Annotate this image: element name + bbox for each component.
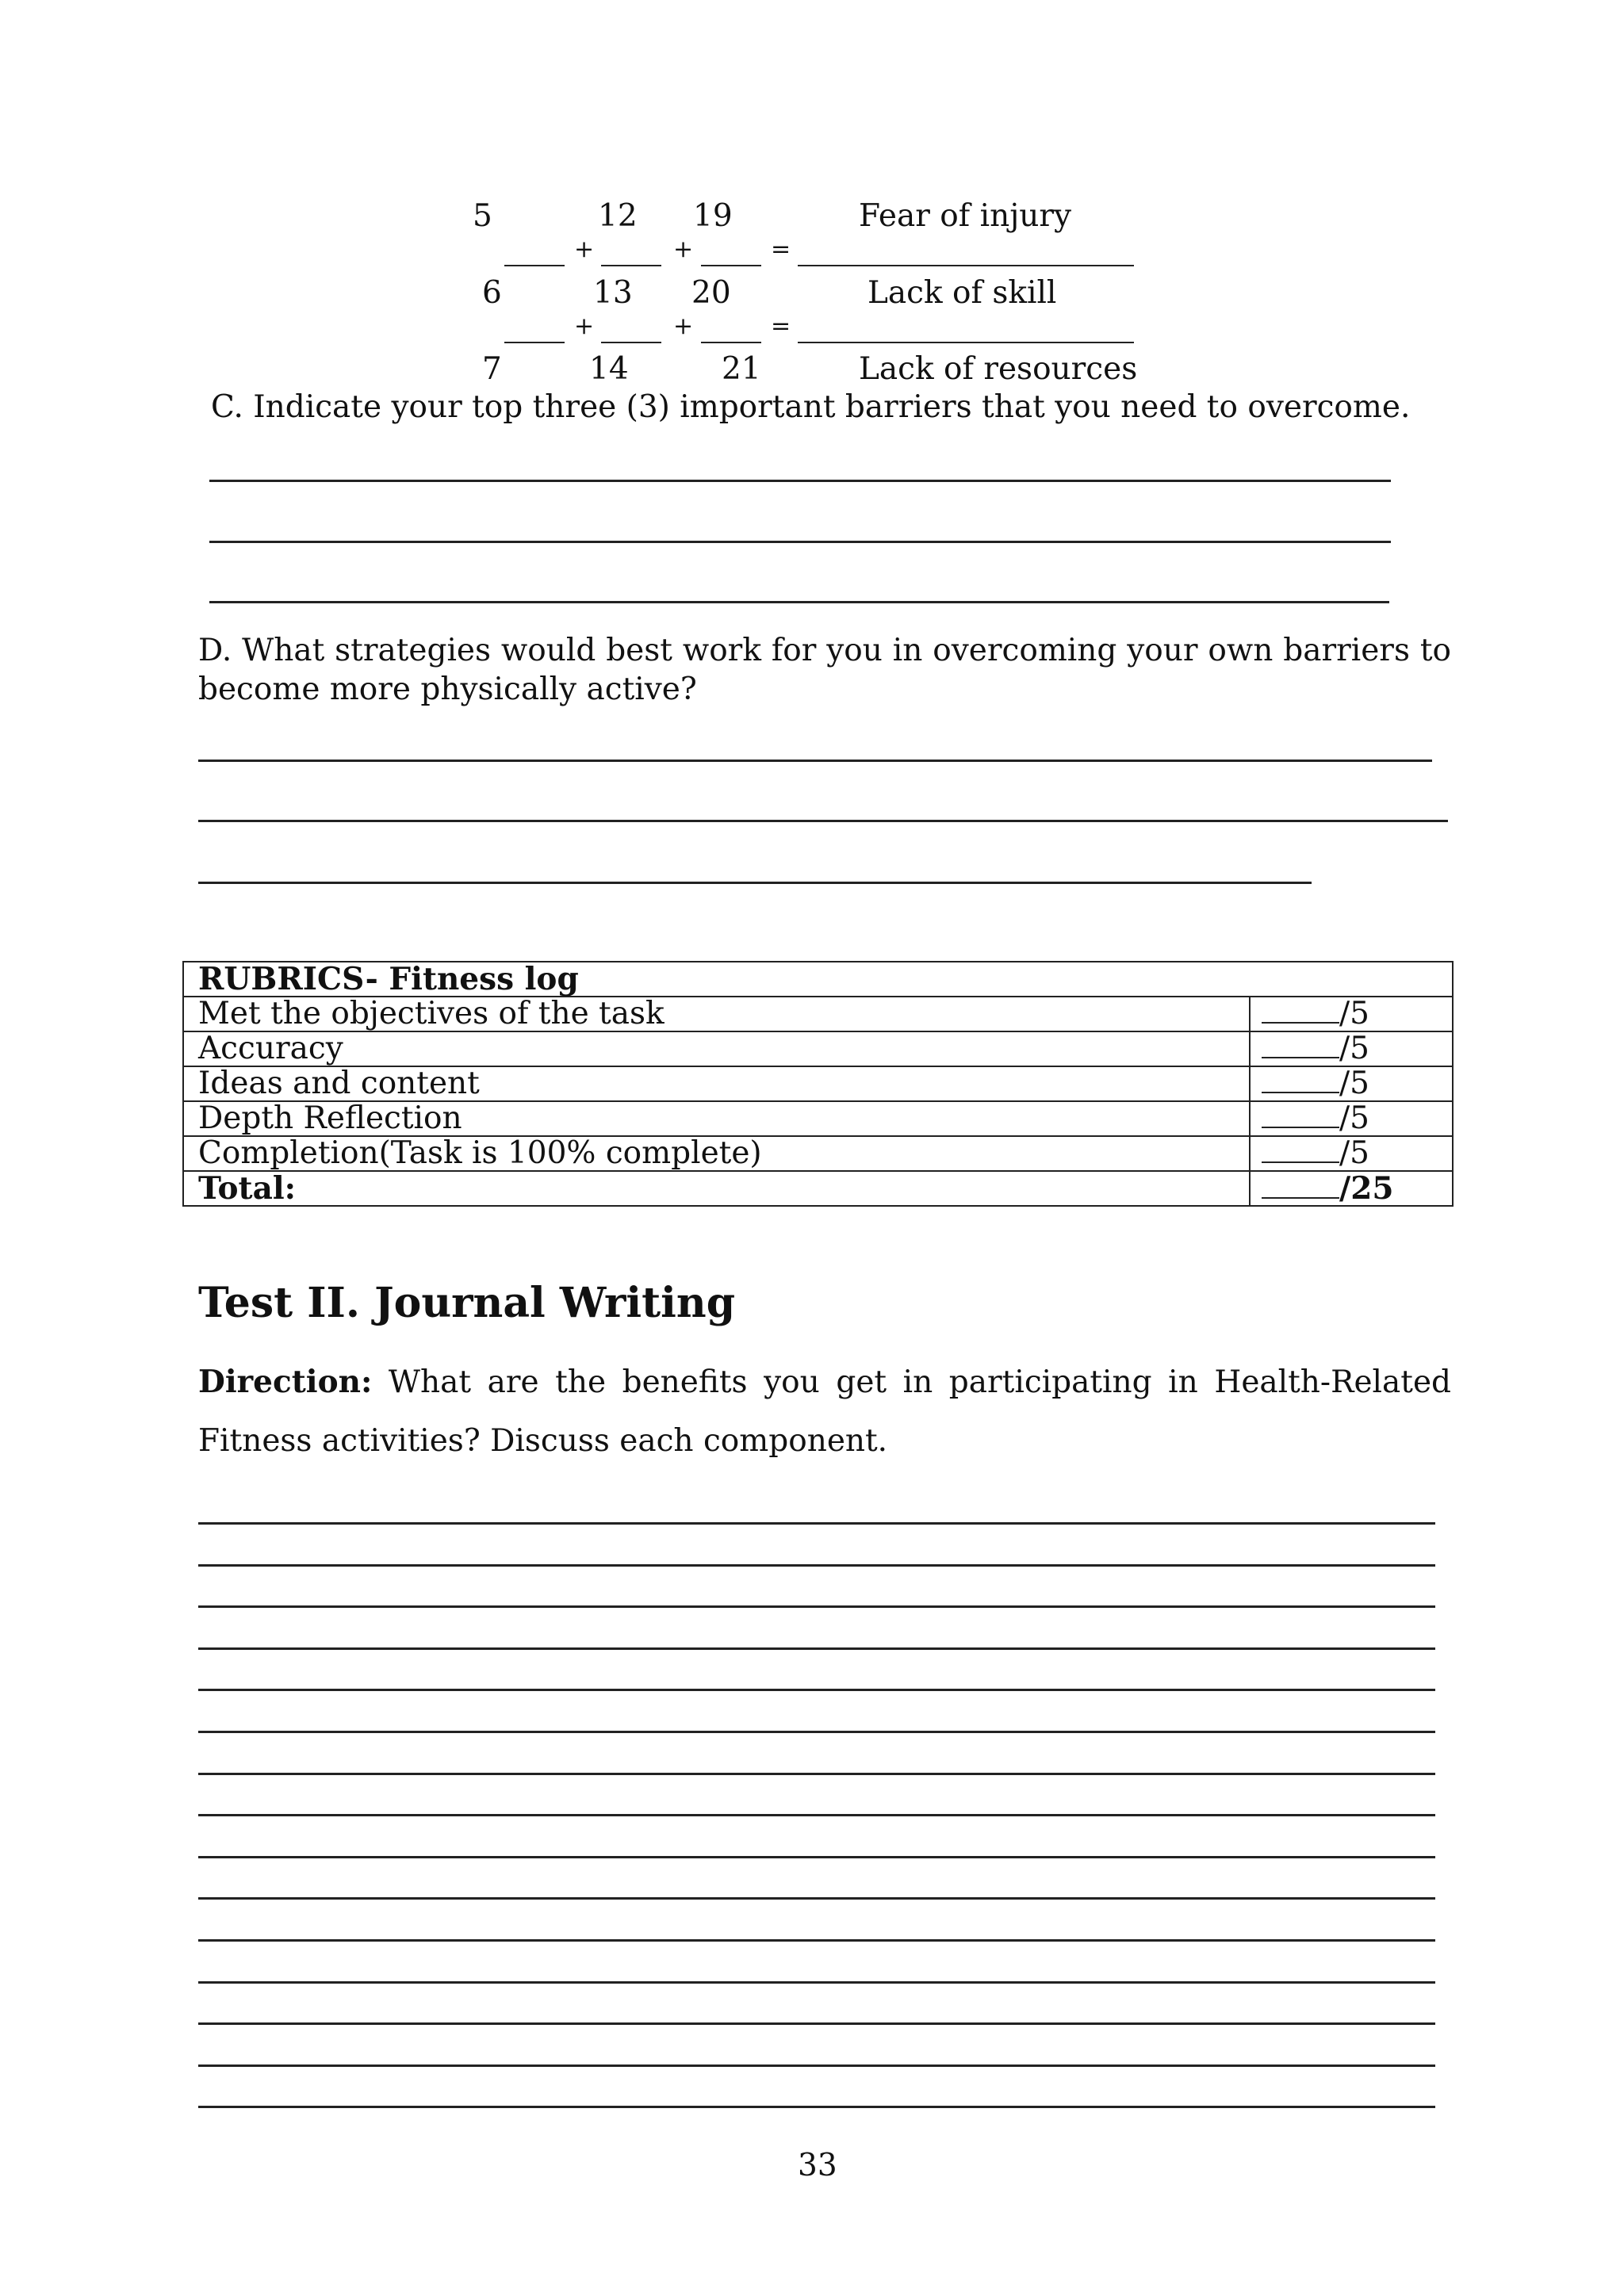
journal-line[interactable] bbox=[198, 1814, 1435, 1816]
rubric-total-score: /25 bbox=[1339, 1170, 1394, 1207]
journal-line[interactable] bbox=[198, 1773, 1435, 1775]
plus-sign: + bbox=[673, 312, 694, 340]
journal-line[interactable] bbox=[198, 2064, 1435, 2067]
direction-text: What are the benefits you get in participating in Health-Related Fitness activities? Discuss each component. bbox=[198, 1364, 1451, 1459]
sum-blank[interactable] bbox=[701, 342, 761, 343]
answer-line[interactable] bbox=[209, 480, 1391, 482]
score-blank[interactable] bbox=[1262, 1104, 1339, 1128]
barrier-row-3-num-1: 7 bbox=[482, 351, 502, 387]
sum-blank[interactable] bbox=[504, 265, 565, 266]
journal-line[interactable] bbox=[198, 1647, 1435, 1650]
sum-blank[interactable] bbox=[504, 342, 565, 343]
barrier-row-1-num-3: 19 bbox=[693, 198, 733, 234]
rubric-score-cell[interactable] bbox=[1250, 1136, 1453, 1171]
rubric-score-cell[interactable] bbox=[1250, 1066, 1453, 1101]
answer-line[interactable] bbox=[198, 760, 1432, 762]
rubric-score: /5 bbox=[1339, 1100, 1369, 1136]
journal-line[interactable] bbox=[198, 1605, 1435, 1608]
sum-blank[interactable] bbox=[701, 265, 761, 266]
rubric-total-cell[interactable] bbox=[1250, 1171, 1453, 1206]
journal-line[interactable] bbox=[198, 1564, 1435, 1567]
rubric-criterion: Accuracy bbox=[183, 1031, 1250, 1066]
barrier-row-2-num-2: 13 bbox=[593, 275, 633, 311]
barrier-row-1-label: Fear of injury bbox=[859, 198, 1072, 234]
rubric-score-cell[interactable] bbox=[1250, 1101, 1453, 1136]
plus-sign: + bbox=[673, 235, 694, 263]
score-blank[interactable] bbox=[1262, 1070, 1339, 1093]
barrier-row-2-label: Lack of skill bbox=[868, 275, 1057, 311]
rubric-title-row bbox=[183, 962, 1453, 997]
rubric-criterion: Ideas and content bbox=[183, 1066, 1250, 1101]
rubric-row bbox=[183, 1101, 1453, 1136]
sum-blank[interactable] bbox=[601, 342, 661, 343]
rubric-row bbox=[183, 1136, 1453, 1171]
sum-blank[interactable] bbox=[601, 265, 661, 266]
page-number: 33 bbox=[798, 2148, 837, 2183]
barrier-row-2-num-1: 6 bbox=[482, 275, 502, 311]
test2-direction bbox=[198, 1353, 1451, 1471]
total-blank[interactable] bbox=[798, 265, 1134, 266]
barrier-row-3-label: Lack of resources bbox=[859, 351, 1138, 387]
rubric-score-cell[interactable] bbox=[1250, 997, 1453, 1031]
test2-heading: Test II. Journal Writing bbox=[198, 1279, 736, 1327]
journal-line[interactable] bbox=[198, 1522, 1435, 1525]
journal-line[interactable] bbox=[198, 2022, 1435, 2025]
answer-line[interactable] bbox=[209, 541, 1391, 543]
rubric-score: /5 bbox=[1339, 1066, 1369, 1101]
rubric-score: /5 bbox=[1339, 996, 1369, 1031]
journal-line[interactable] bbox=[198, 1856, 1435, 1858]
barrier-row-3-num-2: 14 bbox=[589, 351, 629, 387]
rubric-table bbox=[182, 961, 1454, 1207]
section-d-prompt: D. What strategies would best work for you in overcoming your own barriers to become more physically active? bbox=[198, 633, 1451, 707]
rubric-criterion: Met the objectives of the task bbox=[183, 997, 1250, 1031]
barrier-row-1-num-1: 5 bbox=[473, 198, 492, 234]
rubric-total-row bbox=[183, 1171, 1453, 1206]
rubric-score: /5 bbox=[1339, 1135, 1369, 1171]
score-blank[interactable] bbox=[1262, 1175, 1339, 1199]
rubric-total-label: Total: bbox=[183, 1171, 1250, 1206]
answer-line[interactable] bbox=[198, 820, 1448, 822]
plus-sign: + bbox=[574, 235, 595, 263]
rubric-score: /5 bbox=[1339, 1031, 1369, 1066]
section-c-prompt: C. Indicate your top three (3) important barriers that you need to overcome. bbox=[211, 389, 1411, 425]
score-blank[interactable] bbox=[1262, 1035, 1339, 1058]
barrier-row-2-num-3: 20 bbox=[691, 275, 731, 311]
barrier-row-1-num-2: 12 bbox=[598, 198, 638, 234]
plus-sign: + bbox=[574, 312, 595, 340]
equals-sign: = bbox=[771, 235, 791, 263]
direction-label: Direction: bbox=[198, 1364, 373, 1400]
journal-line[interactable] bbox=[198, 2106, 1435, 2108]
score-blank[interactable] bbox=[1262, 1139, 1339, 1163]
total-blank[interactable] bbox=[798, 342, 1134, 343]
answer-line[interactable] bbox=[198, 882, 1312, 884]
journal-line[interactable] bbox=[198, 1939, 1435, 1942]
score-blank[interactable] bbox=[1262, 1000, 1339, 1024]
journal-line[interactable] bbox=[198, 1731, 1435, 1733]
journal-line[interactable] bbox=[198, 1689, 1435, 1691]
equals-sign: = bbox=[771, 312, 791, 340]
answer-line[interactable] bbox=[209, 601, 1389, 603]
journal-line[interactable] bbox=[198, 1981, 1435, 1984]
rubric-title: RUBRICS- Fitness log bbox=[183, 962, 1453, 997]
rubric-criterion: Completion(Task is 100% complete) bbox=[183, 1136, 1250, 1171]
rubric-score-cell[interactable] bbox=[1250, 1031, 1453, 1066]
barrier-row-3-num-3: 21 bbox=[722, 351, 761, 387]
rubric-criterion: Depth Reflection bbox=[183, 1101, 1250, 1136]
rubric-row bbox=[183, 1031, 1453, 1066]
rubric-row bbox=[183, 1066, 1453, 1101]
rubric-row bbox=[183, 997, 1453, 1031]
journal-line[interactable] bbox=[198, 1897, 1435, 1900]
